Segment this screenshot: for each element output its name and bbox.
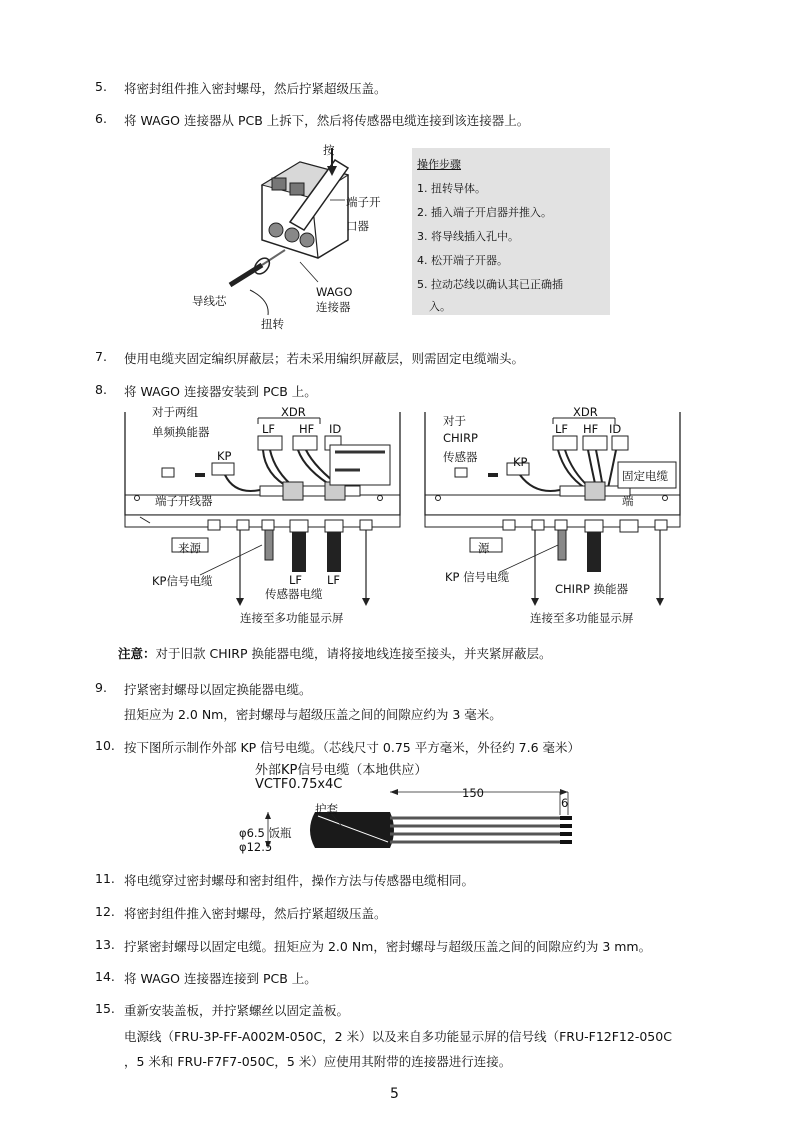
pcb-left-kp: KP [217, 449, 232, 463]
pcb-left-sensor-cable: 传感器电缆 [265, 587, 323, 601]
pcb-right-lf: LF [555, 422, 569, 436]
pcb-left-hf: HF [299, 422, 315, 436]
procedure-item: 5. 拉动芯线以确认其已正确插 [417, 278, 563, 291]
pcb-right-for-3: 传感器 [443, 450, 478, 464]
pcb-left-source: 来源 [178, 541, 201, 555]
pcb-right-kp-cable: KP 信号电缆 [445, 570, 510, 584]
step-10-text: 按下图所示制作外部 KP 信号电缆。（芯线尺寸 0.75 平方毫米，外径约 7.6 毫米） [124, 740, 581, 755]
cable-end-length: 6 [561, 796, 569, 810]
label-press: 按 [323, 143, 335, 157]
pcb-left-lf: LF [262, 422, 276, 436]
pcb-left-connect: 连接至多功能显示屏 [240, 611, 344, 625]
step-15-number: 15. [95, 1001, 115, 1016]
cable-length: 150 [462, 786, 484, 800]
cable-title: 外部KP信号电缆（本地供应） [255, 763, 428, 778]
step-7-text: 使用电缆夹固定编织屏蔽层；若未采用编织屏蔽层，则需固定电缆端头。 [124, 351, 525, 366]
step-15-sub-1: 电源线（FRU-3P-FF-A002M-050C，2 米）以及来自多功能显示屏的信号线（FRU-F12F12-050C [124, 1029, 672, 1044]
page-number: 5 [390, 1086, 399, 1102]
pcb-left-kp-cable: KP信号电缆 [152, 574, 213, 588]
cable-model: VCTF0.75x4C [255, 777, 343, 792]
step-13-text: 拧紧密封螺母以固定电缆。扭矩应为 2.0 Nm，密封螺母与超级压盖之间的间隙应约为 3 mm。 [124, 939, 652, 954]
step-8-number: 8. [95, 382, 107, 397]
pcb-right-hf: HF [583, 422, 599, 436]
pcb-left-lf2: LF [327, 573, 341, 587]
step-8-text: 将 WAGO 连接器安装到 PCB 上。 [124, 384, 317, 399]
pcb-right-connect: 连接至多功能显示屏 [530, 611, 634, 625]
pcb-right-end: 端 [622, 494, 634, 508]
pcb-left-xdr: XDR [281, 405, 306, 419]
pcb-right-source: 源 [478, 541, 490, 555]
cable-outer-diameter: φ12.5 [239, 840, 273, 854]
procedure-item: 4. 松开端子开器。 [417, 254, 508, 267]
step-5-number: 5. [95, 79, 107, 94]
procedure-title: 操作步骤 [417, 158, 461, 171]
step-12-number: 12. [95, 904, 115, 919]
label-twist: 扭转 [261, 317, 284, 331]
pcb-right-xdr: XDR [573, 405, 598, 419]
cable-sheath: 护套 [315, 802, 338, 816]
procedure-item: 3. 将导线插入孔中。 [417, 230, 519, 243]
pcb-right-for-2: CHIRP [443, 431, 478, 445]
step-9-sub: 扭矩应为 2.0 Nm，密封螺母与超级压盖之间的间隙应约为 3 毫米。 [124, 707, 502, 722]
step-11-text: 将电缆穿过密封螺母和密封组件，操作方法与传感器电缆相同。 [124, 873, 475, 888]
procedure-item: 入。 [429, 300, 451, 313]
step-12-text: 将密封组件推入密封螺母，然后拧紧超级压盖。 [124, 906, 387, 921]
label-wire-core: 导线芯 [192, 294, 227, 308]
pcb-left-terminal: 端子开线器 [155, 494, 213, 508]
pcb-left-lf1: LF [289, 573, 303, 587]
step-15-sub-2: ，5 米和 FRU-F7F7-050C，5 米）应使用其附带的连接器进行连接。 [124, 1054, 512, 1069]
pcb-right-kp: KP [513, 455, 528, 469]
procedure-item: 1. 扭转导体。 [417, 182, 486, 195]
label-opener-1: 端子开 [346, 195, 381, 209]
label-wago-2: 连接器 [316, 300, 351, 314]
step-7-number: 7. [95, 349, 107, 364]
step-15-text: 重新安装盖板，并拧紧螺丝以固定盖板。 [124, 1003, 350, 1018]
label-opener-2: 口器 [346, 219, 369, 233]
note-label: 注意： [118, 646, 156, 661]
pcb-left-for-2: 单频换能器 [152, 425, 210, 439]
pcb-left-id: ID [329, 422, 342, 436]
note-text: 对于旧款 CHIRP 换能器电缆，请将接地线连接至接头，并夹紧屏蔽层。 [155, 646, 552, 661]
step-6-number: 6. [95, 111, 107, 126]
step-11-number: 11. [95, 871, 115, 886]
step-10-number: 10. [95, 738, 115, 753]
procedure-item: 2. 插入端子开启器并推入。 [417, 206, 552, 219]
pcb-right-fix: 固定电缆 [622, 469, 668, 483]
cable-inner-diameter: φ6.5 饭瓶 [239, 826, 292, 840]
step-9-number: 9. [95, 680, 107, 695]
pcb-left-for-1: 对于两组 [152, 405, 198, 419]
step-14-number: 14. [95, 969, 115, 984]
pcb-right-chirp: CHIRP 换能器 [555, 582, 629, 596]
pcb-right-for-1: 对于 [443, 414, 466, 428]
step-6-text: 将 WAGO 连接器从 PCB 上拆下，然后将传感器电缆连接到该连接器上。 [124, 113, 530, 128]
label-wago-1: WAGO [316, 285, 353, 299]
step-13-number: 13. [95, 937, 115, 952]
pcb-right-id: ID [609, 422, 622, 436]
step-5-text: 将密封组件推入密封螺母，然后拧紧超级压盖。 [124, 81, 387, 96]
step-14-text: 将 WAGO 连接器连接到 PCB 上。 [124, 971, 317, 986]
step-9-text: 拧紧密封螺母以固定换能器电缆。 [124, 682, 312, 697]
